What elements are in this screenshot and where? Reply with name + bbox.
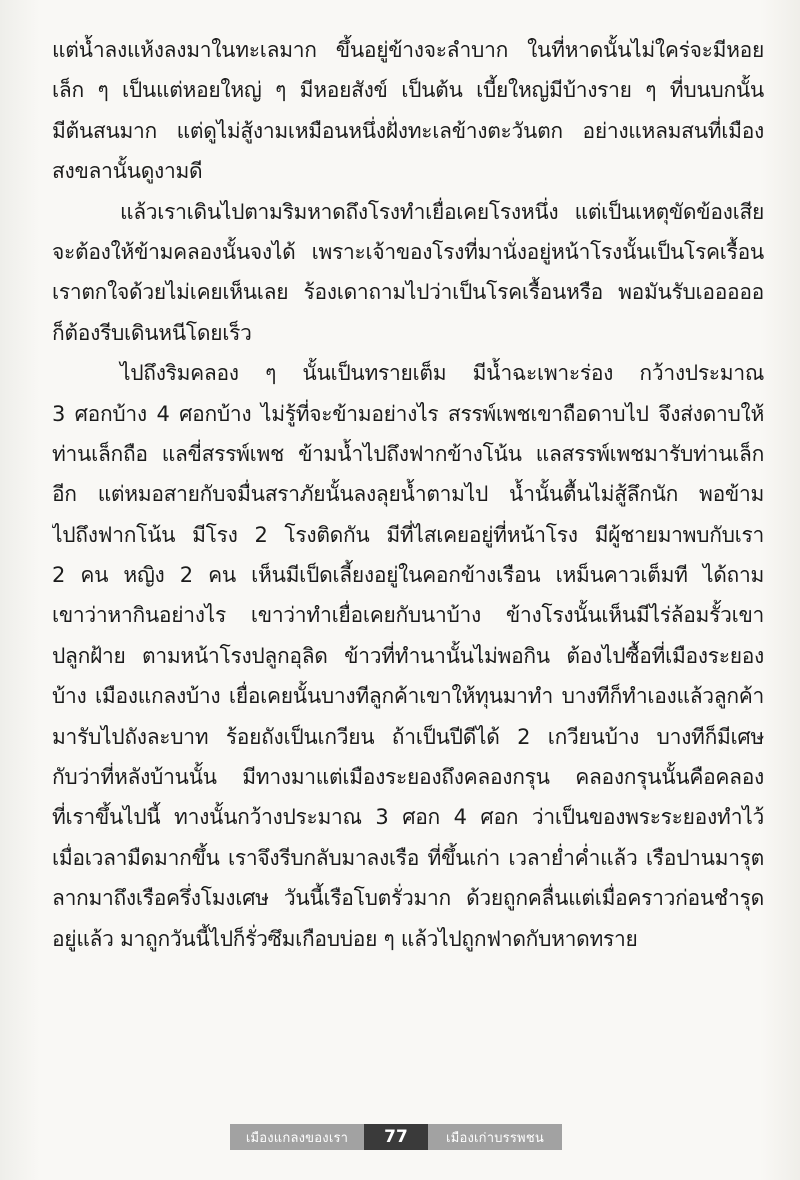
text-line: บ้าง เมืองแกลงบ้าง เยื่อเคยนั้นบางทีลูกค้าเขาให้ทุนมาทำ บางทีก็ทำเองแล้วลูกค้า <box>52 684 764 709</box>
paragraph <box>52 353 764 959</box>
text-line: แล้วเราเดินไปตามริมหาดถึงโรงทำเยื่อเคยโรงหนึ่ง แต่เป็นเหตุขัดข้องเสีย <box>120 199 764 224</box>
text-line: ปลูกฝ้าย ตามหน้าโรงปลูกอุลิด ข้าวที่ทำนานั้นไม่พอกิน ต้องไปซื้อที่เมืองระยอง <box>52 643 764 668</box>
text-line: เราตกใจด้วยไม่เคยเห็นเลย ร้องเดาถามไปว่าเป็นโรคเรื้อนหรือ พอมันรับเอออออ <box>52 280 764 305</box>
text-line: 2 คน หญิง 2 คน เห็นมีเป็ดเลี้ยงอยู่ในคอกข้างเรือน เหม็นคาวเต็มที ได้ถาม <box>52 563 764 588</box>
text-line: จะต้องให้ข้ามคลองนั้นจงได้ เพราะเจ้าของโรงที่มานั่งอยู่หน้าโรงนั้นเป็นโรคเรื้อน <box>52 239 764 264</box>
text-line: มีต้นสนมาก แต่ดูไม่สู้งามเหมือนหนึ่งฝั่งทะเลข้างตะวันตก อย่างแหลมสนที่เมือง <box>52 118 764 143</box>
text-line: เมื่อเวลามืดมากขึ้น เราจึงรีบกลับมาลงเรือ ที่ขึ้นเก่า เวลาย่ำค่ำแล้ว เรือปานมารุต <box>52 845 764 870</box>
body-text <box>52 30 764 959</box>
running-footer <box>230 1124 562 1150</box>
text-line: สงขลานั้นดูงามดี <box>52 159 203 184</box>
text-line: 3 ศอกบ้าง 4 ศอกบ้าง ไม่รู้ที่จะข้ามอย่างไร สรรพ์เพชเขาถือดาบไป จึงส่งดาบให้ <box>52 401 764 426</box>
text-line: มารับไปถังละบาท ร้อยถังเป็นเกวียน ถ้าเป็นปีดีได้ 2 เกวียนบ้าง บางทีก็มีเศษ <box>52 724 764 749</box>
text-line: อีก แต่หมอสายกับจมื่นสราภัยนั้นลงลุยน้ำตามไป น้ำนั้นตื้นไม่สู้ลึกนัก พอข้าม <box>52 482 764 507</box>
footer-chapter-title: เมืองเก่าบรรพชน <box>428 1124 562 1150</box>
text-line: ท่านเล็กถือ แลขี่สรรพ์เพช ข้ามน้ำไปถึงฟากข้างโน้น แลสรรพ์เพชมารับท่านเล็ก <box>52 441 764 466</box>
text-line: ก็ต้องรีบเดินหนีโดยเร็ว <box>52 320 252 345</box>
text-line: กับว่าที่หลังบ้านนั้น มีทางมาแต่เมืองระยองถึงคลองกรุน คลองกรุนนั้นคือคลอง <box>52 765 764 790</box>
text-line: ที่เราขึ้นไปนี้ ทางนั้นกว้างประมาณ 3 ศอก 4 ศอก ว่าเป็นของพระระยองทำไว้ <box>52 805 764 830</box>
text-line: เล็ก ๆ เป็นแต่หอยใหญ่ ๆ มีหอยสังข์ เป็นต้น เบี้ยใหญ่มีบ้างราย ๆ ที่บนบกนั้น <box>52 78 764 103</box>
text-line: แต่น้ำลงแห้งลงมาในทะเลมาก ขึ้นอยู่ข้างจะลำบาก ในที่หาดนั้นไม่ใคร่จะมีหอย <box>52 38 764 62</box>
text-line: เขาว่าหากินอย่างไร เขาว่าทำเยื่อเคยกับนาบ้าง ข้างโรงนั้นเห็นมีไร่ล้อมรั้วเขา <box>52 603 764 628</box>
text-line: อยู่แล้ว มาถูกวันนี้ไปก็รั่วซึมเกือบบ่อย ๆ แล้วไปถูกฟาดกับหาดทราย <box>52 926 638 951</box>
text-line: ลากมาถึงเรือครึ่งโมงเศษ วันนี้เรือโบตรั่วมาก ด้วยถูกคลื่นแต่เมื่อคราวก่อนชำรุด <box>52 886 764 911</box>
page-number: 77 <box>364 1124 428 1150</box>
text-line: ไปถึงริมคลอง ๆ นั้นเป็นทรายเต็ม มีน้ำฉะเพาะร่อง กว้างประมาณ <box>120 361 764 386</box>
paragraph <box>52 30 764 192</box>
text-line: ไปถึงฟากโน้น มีโรง 2 โรงติดกัน มีที่ไสเคยอยู่ที่หน้าโรง มีผู้ชายมาพบกับเรา <box>52 522 764 547</box>
paragraph <box>52 192 764 354</box>
footer-book-title: เมืองแกลงของเรา <box>230 1124 364 1150</box>
